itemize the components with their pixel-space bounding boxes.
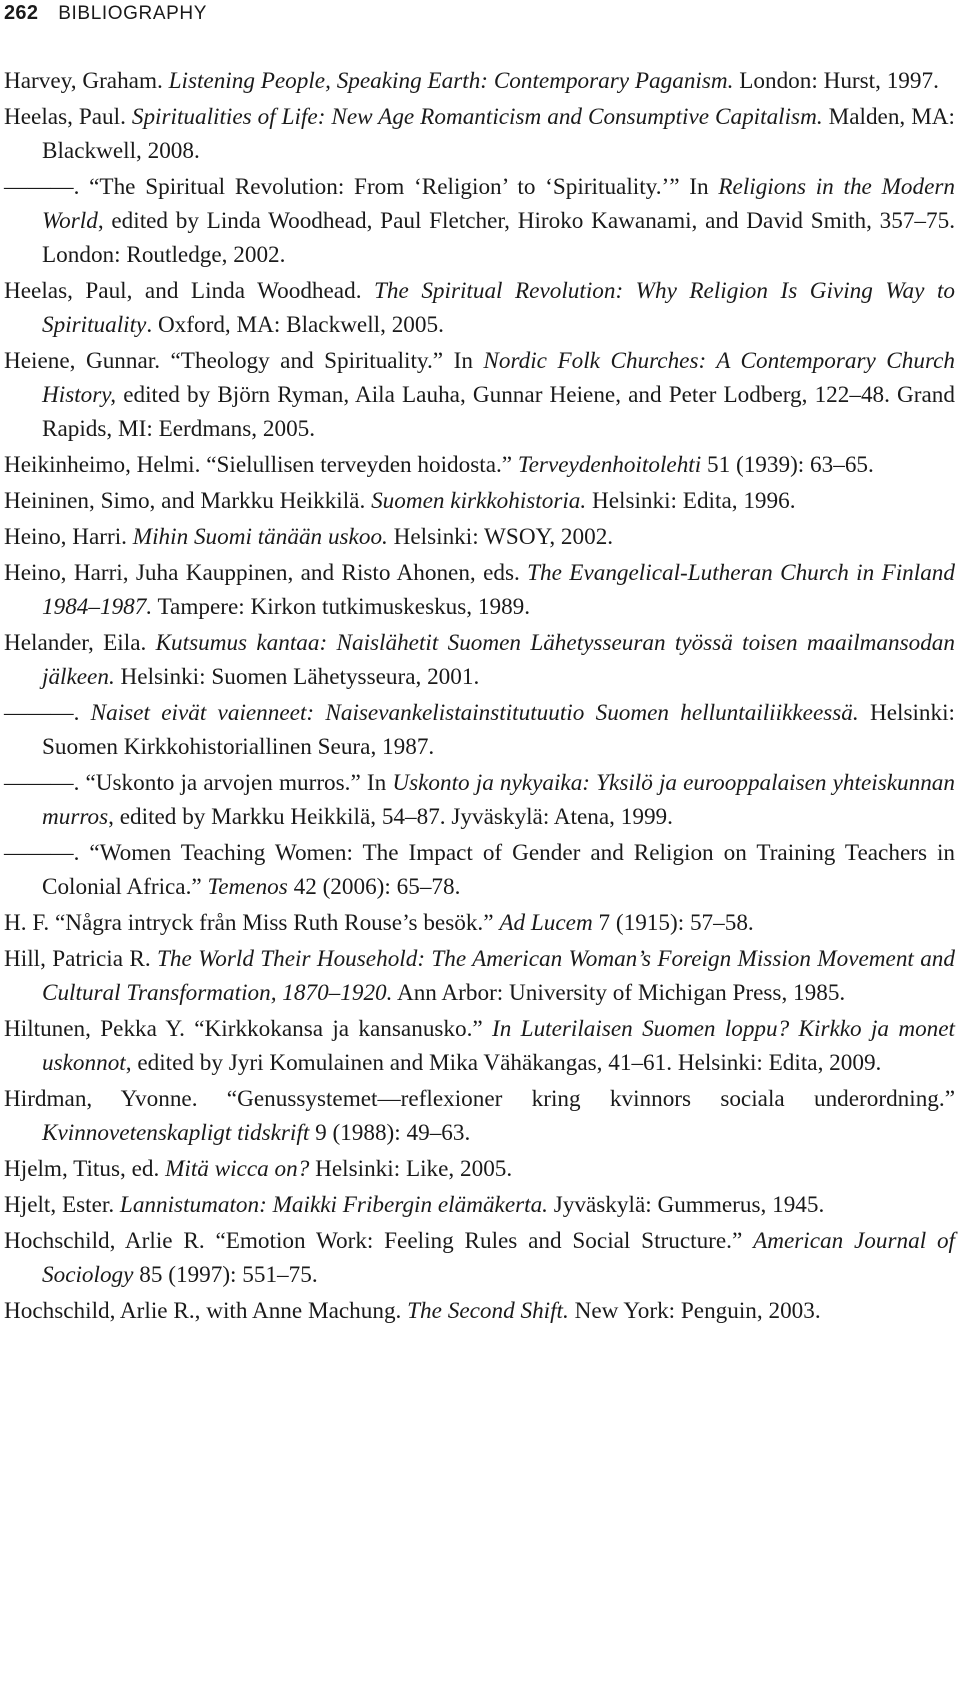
bibliography-entry <box>4 766 955 834</box>
bibliography-entry <box>4 626 955 694</box>
bibliography-entry <box>4 100 955 168</box>
page-number: 262 <box>4 2 39 24</box>
entry-publication-details: 7 (1915): 57–58. <box>592 910 754 936</box>
entry-lead-text: Heino, Harri, Juha Kauppinen, and Risto Ahonen, eds. <box>4 560 528 586</box>
entry-title: Lannistumaton: Maikki Fribergin elämäkerta. <box>119 1192 548 1218</box>
bibliography-entry <box>4 556 955 624</box>
entry-publication-details: Helsinki: Like, 2005. <box>309 1156 513 1182</box>
bibliography-entry <box>4 170 955 272</box>
entry-title: Naiset eivät vaienneet: Naisevankelistainstitutuutio Suomen helluntailiikkeessä. <box>90 700 859 726</box>
entry-title: American Journal of Sociology <box>42 1228 955 1288</box>
entry-title: Mitä wicca on? <box>165 1156 310 1182</box>
entry-title: The Second Shift. <box>407 1298 569 1324</box>
entry-lead-text: Heelas, Paul. <box>4 104 132 130</box>
bibliography-entry <box>4 696 955 764</box>
entry-title: Ad Lucem <box>499 910 593 936</box>
entry-publication-details: Helsinki: WSOY, 2002. <box>387 524 614 550</box>
entry-lead-text: ———. “Uskonto ja arvojen murros.” In <box>4 770 393 796</box>
entry-lead-text: Heino, Harri. <box>4 524 133 550</box>
entry-title: The Evangelical-Lutheran Church in Finland 1984–1987. <box>42 560 955 620</box>
entry-title: Temenos <box>207 874 288 900</box>
bibliography-entry <box>4 448 955 482</box>
entry-lead-text: Hjelm, Titus, ed. <box>4 1156 166 1182</box>
entry-title: Kutsumus kantaa: Naislähetit Suomen Lähetysseuran työssä toisen maailmansodan jälkeen. <box>42 630 955 690</box>
bibliography-entry <box>4 274 955 342</box>
bibliography-entry <box>4 1294 955 1328</box>
bibliography-entry <box>4 906 955 940</box>
bibliography-entry <box>4 1188 955 1222</box>
entry-title: Suomen kirkkohistoria. <box>371 488 587 514</box>
entry-publication-details: Tampere: Kirkon tutkimuskeskus, 1989. <box>152 594 531 620</box>
entry-publication-details: , edited by Linda Woodhead, Paul Fletcher, Hiroko Kawanami, and David Smith, 357–75. London: Routledge, 2002. <box>42 208 955 268</box>
entry-publication-details: Helsinki: Suomen Lähetysseura, 2001. <box>114 664 480 690</box>
entry-title: Uskonto ja nykyaika: Yksilö ja eurooppalaisen yhteiskunnan murros <box>42 770 955 830</box>
entry-publication-details: . Oxford, MA: Blackwell, 2005. <box>146 312 444 338</box>
entry-lead-text: Heikinheimo, Helmi. “Sielullisen terveyden hoidosta.” <box>4 452 518 478</box>
bibliography-entry <box>4 1224 955 1292</box>
entry-lead-text: Hjelt, Ester. <box>4 1192 120 1218</box>
entry-publication-details: London: Hurst, 1997. <box>733 68 939 94</box>
entry-lead-text: ———. “Women Teaching Women: The Impact of Gender and Religion on Training Teachers in Colonial Africa.” <box>4 840 955 900</box>
bibliography-entry <box>4 484 955 518</box>
entry-lead-text: Heininen, Simo, and Markku Heikkilä. <box>4 488 372 514</box>
entry-publication-details: edited by Björn Ryman, Aila Lauha, Gunnar Heiene, and Peter Lodberg, 122–48. Grand Rapids, MI: Eerdmans, 2005. <box>42 382 955 442</box>
entry-lead-text: ———. “The Spiritual Revolution: From ‘Religion’ to ‘Spirituality.’” In <box>4 174 719 200</box>
entry-title: In Luterilaisen Suomen loppu? Kirkko ja monet uskonnot <box>42 1016 955 1076</box>
bibliography-list <box>4 64 955 1330</box>
bibliography-entry <box>4 942 955 1010</box>
entry-title: Mihin Suomi tänään uskoo. <box>132 524 388 550</box>
bibliography-entry <box>4 836 955 904</box>
entry-title: Terveydenhoitolehti <box>517 452 702 478</box>
entry-publication-details: , edited by Markku Heikkilä, 54–87. Jyväskylä: Atena, 1999. <box>108 804 673 830</box>
bibliography-entry <box>4 1082 955 1150</box>
entry-title: The Spiritual Revolution: Why Religion Is Giving Way to Spirituality <box>42 278 955 338</box>
entry-title: Religions in the Modern World <box>42 174 955 234</box>
entry-publication-details: Malden, MA: Blackwell, 2008. <box>42 104 955 164</box>
entry-lead-text: ———. <box>4 700 91 726</box>
entry-lead-text: H. F. “Några intryck från Miss Ruth Rouse’s besök.” <box>4 910 500 936</box>
entry-lead-text: Helander, Eila. <box>4 630 156 656</box>
entry-publication-details: 42 (2006): 65–78. <box>287 874 461 900</box>
entry-lead-text: Harvey, Graham. <box>4 68 169 94</box>
entry-publication-details: Helsinki: Edita, 1996. <box>586 488 796 514</box>
entry-lead-text: Heiene, Gunnar. “Theology and Spirituality.” In <box>4 348 484 374</box>
entry-publication-details: New York: Penguin, 2003. <box>568 1298 821 1324</box>
running-head <box>4 0 207 27</box>
entry-publication-details: 51 (1939): 63–65. <box>701 452 874 478</box>
entry-title: Listening People, Speaking Earth: Contemporary Paganism. <box>168 68 734 94</box>
entry-publication-details: Jyväskylä: Gummerus, 1945. <box>547 1192 825 1218</box>
entry-lead-text: Hiltunen, Pekka Y. “Kirkkokansa ja kansanusko.” <box>4 1016 493 1042</box>
bibliography-entry <box>4 64 955 98</box>
bibliography-entry <box>4 1012 955 1080</box>
entry-publication-details: 85 (1997): 551–75. <box>133 1262 318 1288</box>
entry-title: Kvinnovetenskapligt tidskrift <box>42 1120 310 1146</box>
bibliography-entry <box>4 344 955 446</box>
entry-lead-text: Hirdman, Yvonne. “Genussystemet—reflexioner kring kvinnors sociala underordning.” <box>4 1086 955 1112</box>
entry-title: Spiritualities of Life: New Age Romanticism and Consumptive Capitalism. <box>131 104 823 130</box>
entry-title: Nordic Folk Churches: A Contemporary Church History, <box>42 348 956 408</box>
entry-publication-details: Ann Arbor: University of Michigan Press, 1985. <box>392 980 846 1006</box>
section-title: BIBLIOGRAPHY <box>58 3 207 24</box>
entry-publication-details: , edited by Jyri Komulainen and Mika Vähäkangas, 41–61. Helsinki: Edita, 2009. <box>125 1050 882 1076</box>
entry-lead-text: Hochschild, Arlie R., with Anne Machung. <box>4 1298 408 1324</box>
entry-publication-details: 9 (1988): 49–63. <box>309 1120 471 1146</box>
entry-lead-text: Hochschild, Arlie R. “Emotion Work: Feeling Rules and Social Structure.” <box>4 1228 754 1254</box>
bibliography-entry <box>4 520 955 554</box>
entry-lead-text: Hill, Patricia R. <box>4 946 157 972</box>
bibliography-entry <box>4 1152 955 1186</box>
entry-lead-text: Heelas, Paul, and Linda Woodhead. <box>4 278 375 304</box>
entry-title: The World Their Household: The American Woman’s Foreign Mission Movement and Cultural Transformation, 1870–1920. <box>42 946 955 1006</box>
entry-publication-details: Helsinki: Suomen Kirkkohistoriallinen Seura, 1987. <box>42 700 955 760</box>
